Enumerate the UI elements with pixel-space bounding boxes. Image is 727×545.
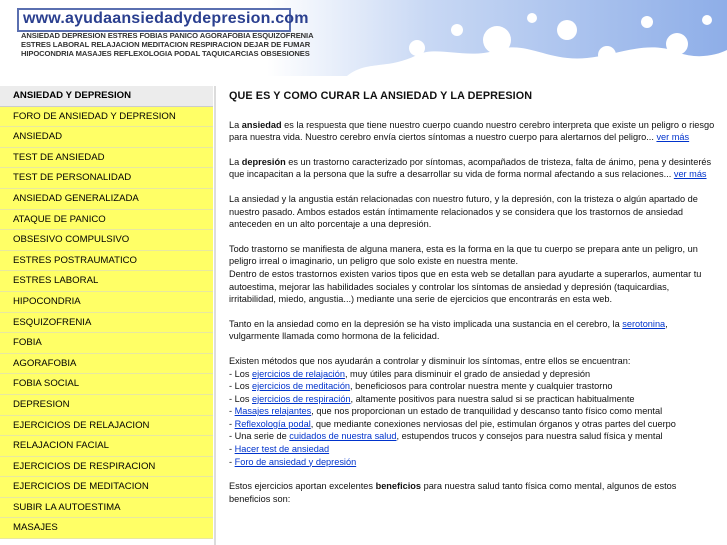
- text: para nuestra salud tanto física como mental, algunos de estos beneficios son:: [229, 481, 677, 504]
- nav-item-ejercicios-respiracion[interactable]: EJERCICIOS DE RESPIRACION: [0, 457, 213, 478]
- page-title: QUE ES Y COMO CURAR LA ANSIEDAD Y LA DEPRESION: [229, 90, 533, 102]
- text: es un trastorno caracterizado por síntomas, acompañados de tristeza, falta de ánimo, pena y desinterés que incapacitan a la persona que la sufre a desarrollar su vida de forma normal afectando a sus relaciones...: [229, 156, 712, 180]
- paragraph-trastornos: [229, 243, 716, 306]
- text: -: [229, 406, 235, 417]
- link-reflexologia-podal[interactable]: Reflexología podal: [234, 418, 311, 429]
- keyword-line: HIPOCONDRIA MASAJES REFLEXOLOGIA PODAL TAQUICARCIAS OBSESIONES: [21, 49, 310, 58]
- nav-item-estres-postraumatico[interactable]: ESTRES POSTRAUMATICO: [0, 251, 213, 272]
- paragraph-beneficios: [229, 480, 716, 505]
- nav-item-hipocondria[interactable]: HIPOCONDRIA: [0, 292, 213, 313]
- text: , muy útiles para disminuir el grado de ansiedad y depresión: [344, 368, 591, 379]
- keyword-beneficios: beneficios: [375, 481, 422, 492]
- serotonina-link[interactable]: serotonina: [622, 318, 666, 329]
- ver-mas-link[interactable]: ver más: [656, 132, 690, 143]
- nav-item-test-personalidad[interactable]: TEST DE PERSONALIDAD: [0, 168, 213, 189]
- nav-item-agorafobia[interactable]: AGORAFOBIA: [0, 354, 213, 375]
- text: Estos ejercicios aportan excelentes: [229, 481, 376, 492]
- text: , beneficiosos para controlar nuestra mente y cualquier trastorno: [350, 381, 613, 392]
- text: -: [229, 418, 235, 429]
- nav-item-test-ansiedad[interactable]: TEST DE ANSIEDAD: [0, 148, 213, 169]
- link-ejercicios-meditacion[interactable]: ejercicios de meditación: [251, 381, 351, 392]
- keyword-list: [21, 31, 314, 58]
- link-ejercicios-respiracion[interactable]: ejercicios de respiración: [251, 393, 351, 404]
- nav-item-ejercicios-relajacion[interactable]: EJERCICIOS DE RELAJACION: [0, 416, 213, 437]
- nav-item-obsesivo-compulsivo[interactable]: OBSESIVO COMPULSIVO: [0, 230, 213, 251]
- text: - Una serie de: [229, 431, 290, 442]
- nav-item-ansiedad[interactable]: ANSIEDAD: [0, 127, 213, 148]
- nav-item-ansiedad-y-depresion[interactable]: ANSIEDAD Y DEPRESION: [0, 86, 213, 107]
- main-content: [229, 90, 716, 517]
- link-test-ansiedad[interactable]: Hacer test de ansiedad: [234, 444, 330, 455]
- nav-item-ejercicios-meditacion[interactable]: EJERCICIOS DE MEDITACION: [0, 477, 213, 498]
- list-item: [229, 381, 613, 391]
- list-intro: Existen métodos que nos ayudarán a controlar y disminuir los síntomas, entre ellos se encuentran:: [229, 355, 631, 366]
- nav-item-estres-laboral[interactable]: ESTRES LABORAL: [0, 271, 213, 292]
- column-divider: [214, 86, 216, 545]
- list-item: [229, 419, 676, 429]
- list-item: [229, 444, 329, 454]
- text: Dentro de estos trastornos existen varios tipos que en esta web se detallan para ayudarte a superarlos, aumentar tu autoestima, mejorar las habilidades sociales y controlar los síntomas de ansiedad y depresión (taquicardias, irritabilidad, miedo, angustia...) mediante una serie de ejercicios que encontrarás en esta web.: [229, 268, 702, 305]
- text: La: [229, 156, 242, 167]
- link-foro[interactable]: Foro de ansiedad y depresión: [234, 456, 357, 467]
- paragraph-ansiedad: [229, 119, 716, 144]
- paragraph-serotonina: [229, 318, 716, 343]
- nav-item-esquizofrenia[interactable]: ESQUIZOFRENIA: [0, 313, 213, 334]
- keyword-ansiedad: ansiedad: [241, 119, 282, 130]
- keyword-line: ANSIEDAD DEPRESION ESTRES FOBIAS PANICO AGORAFOBIA ESQUIZOFRENIA: [21, 31, 314, 40]
- link-cuidados-salud[interactable]: cuidados de nuestra salud: [289, 431, 397, 442]
- ver-mas-link[interactable]: ver más: [673, 169, 707, 180]
- keyword-line: ESTRES LABORAL RELAJACION MEDITACION RESPIRACION DEJAR DE FUMAR: [21, 40, 311, 49]
- nav-item-ansiedad-generalizada[interactable]: ANSIEDAD GENERALIZADA: [0, 189, 213, 210]
- text: Tanto en la ansiedad como en la depresión se ha visto implicada una sustancia en el cerebro, la: [229, 318, 623, 329]
- site-logo-text[interactable]: www.ayudaansiedadydepresion.com: [23, 10, 309, 27]
- header: [0, 0, 727, 76]
- decorative-splash-graphic: [267, 0, 727, 76]
- nav-item-relajacion-facial[interactable]: RELAJACION FACIAL: [0, 436, 213, 457]
- list-item: [229, 457, 356, 467]
- text: -: [229, 456, 235, 467]
- paragraph-depresion: [229, 156, 716, 181]
- list-item: [229, 406, 662, 416]
- paragraph-relacion: La ansiedad y la angustia están relacionadas con nuestro futuro, y la depresión, con la tristeza o algún apartado de nuestro pasado. Ambos estados están íntimamente relacionados y se considera que los trastornos de ansiedad anteceden en un alto porcentaje a una depresión.: [229, 193, 698, 230]
- text: - Los: [229, 368, 252, 379]
- text: , vulgarmente llamada como hormona de la felicidad.: [229, 318, 668, 342]
- site-logo[interactable]: [17, 8, 309, 32]
- list-item: [229, 369, 590, 379]
- text: es la respuesta que tiene nuestro cuerpo cuando nuestro cerebro interpreta que existe un peligro o riesgo para nuestra vida. Nuestro cerebro envía ciertos síntomas a nuestro cuerpo para alertarnos del peligro...: [229, 119, 715, 143]
- link-masajes-relajantes[interactable]: Masajes relajantes: [234, 406, 312, 417]
- text: -: [229, 444, 235, 455]
- link-ejercicios-relajacion[interactable]: ejercicios de relajación: [251, 368, 345, 379]
- list-item: [229, 431, 663, 441]
- nav-item-masajes[interactable]: MASAJES: [0, 518, 213, 539]
- nav-item-foro[interactable]: FORO DE ANSIEDAD Y DEPRESION: [0, 107, 213, 128]
- text: La: [229, 119, 242, 130]
- list-item: [229, 394, 635, 404]
- nav-item-fobia[interactable]: FOBIA: [0, 333, 213, 354]
- text: , altamente positivos para nuestra salud si se practican habitualmente: [350, 393, 635, 404]
- text: , que nos proporcionan un estado de tranquilidad y descanso tanto físico como mental: [311, 406, 663, 417]
- text: , que mediante conexiones nerviosas del pie, estimulan órganos y otras partes del cuerpo: [310, 418, 676, 429]
- text: Todo trastorno se manifiesta de alguna manera, esta es la forma en la que tu cuerpo se prepara ante un peligro, un peligro irreal o imaginario, un peligro que solo existe en nuestra mente.: [229, 243, 698, 267]
- nav-item-ataque-panico[interactable]: ATAQUE DE PANICO: [0, 210, 213, 231]
- text: - Los: [229, 393, 252, 404]
- text: , estupendos trucos y consejos para nuestra salud física y mental: [396, 431, 663, 442]
- nav-item-fobia-social[interactable]: FOBIA SOCIAL: [0, 374, 213, 395]
- nav-item-depresion[interactable]: DEPRESION: [0, 395, 213, 416]
- sidebar-nav: [0, 86, 213, 545]
- keyword-depresion: depresión: [241, 156, 286, 167]
- nav-item-subir-autoestima[interactable]: SUBIR LA AUTOESTIMA: [0, 498, 213, 519]
- text: - Los: [229, 381, 252, 392]
- methods-list: [229, 355, 716, 468]
